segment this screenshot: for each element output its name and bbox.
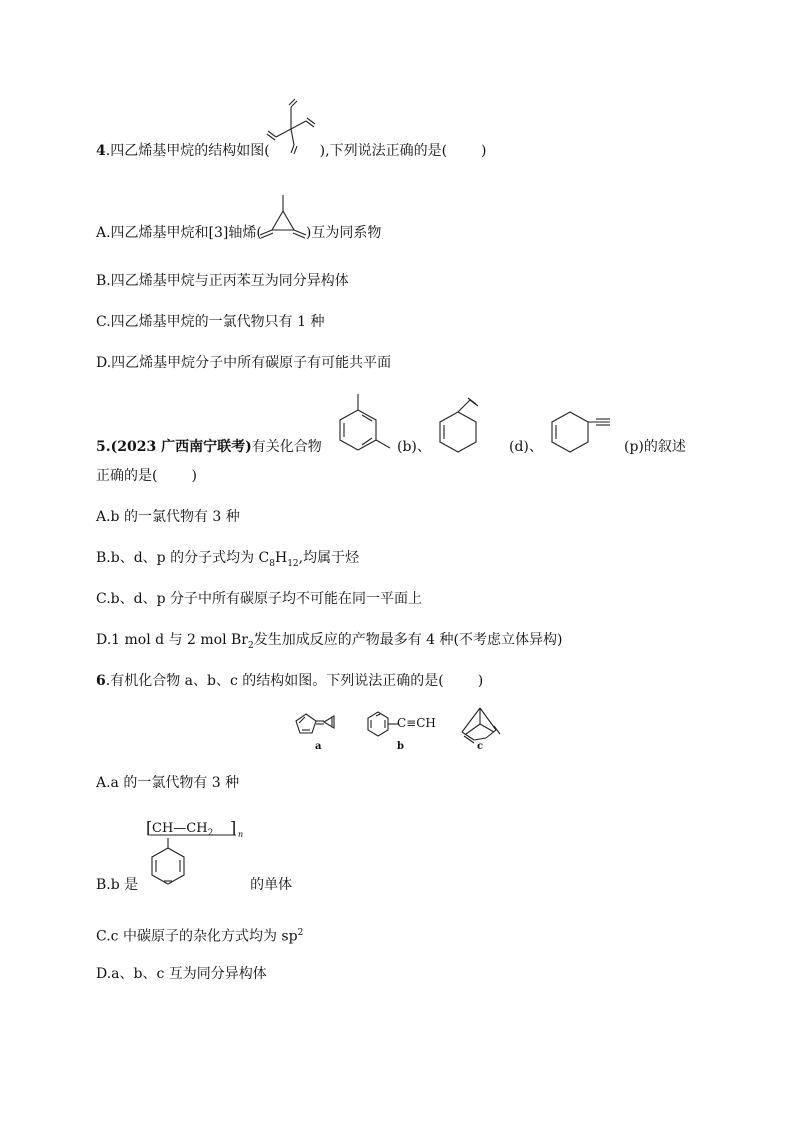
q6-option-c: C.c 中碳原子的杂化方式均为 $sp^2$	[96, 928, 304, 945]
caption-a: a	[315, 741, 322, 752]
compound-b-label: C≡CH	[397, 716, 436, 730]
q6-option-a: A.a 的一氯代物有 3 种	[96, 775, 240, 791]
radialene-structure	[262, 223, 306, 243]
tetravinylmethane-structure	[270, 141, 320, 161]
q4-option-b: B.四乙烯基甲烷与正丙苯互为同分异构体	[96, 273, 349, 289]
q4-stem: 4.四乙烯基甲烷的结构如图( ),下列说法正确的是( )	[96, 141, 487, 161]
q5-stem-line2: 正确的是( )	[96, 468, 197, 484]
q6-stem: 6.有机化合物 a、b、c 的结构如图。下列说法正确的是( )	[96, 673, 484, 689]
q5-source: .(2023 广西南宁联考)	[105, 439, 252, 455]
q5-label-p: (p)的叙述	[624, 439, 686, 455]
compound-a-structure	[292, 708, 352, 748]
q4-number: 4	[96, 143, 106, 159]
q5-option-b: B.b、d、p 的分子式均为 $C_8H_{12}$,均属于烃	[96, 550, 360, 569]
q5-number: 5	[96, 439, 106, 455]
q5-option-a: A.b 的一氯代物有 3 种	[96, 509, 240, 525]
polystyrene-structure: [ $CH—CH_2$ ] n	[146, 818, 256, 888]
q5-option-d: D.1 mol d 与 2 mol $Br_2$发生加成反应的产物最多有 4 种(不考虑立体异构)	[96, 632, 563, 651]
q5-stem: 5.(2023 广西南宁联考)有关化合物	[96, 439, 322, 455]
q5-label-b: (b)、	[397, 439, 431, 455]
q4-option-d: D.四乙烯基甲烷分子中所有碳原子有可能共平面	[96, 355, 392, 371]
q4-stem-after: ),下列说法正确的是(	[319, 143, 448, 159]
q6-option-b: B.b 是 的单体	[96, 877, 293, 893]
caption-c: c	[477, 741, 484, 752]
q5-option-c: C.b、d、p 分子中所有碳原子均不可能在同一平面上	[96, 591, 422, 607]
q4-option-a: A.四乙烯基甲烷和[3]轴烯( )互为同系物	[96, 223, 381, 243]
q6-number: 6	[96, 673, 106, 689]
q4-stem-before: .四乙烯基甲烷的结构如图(	[105, 143, 270, 159]
q6-option-d: D.a、b、c 互为同分异构体	[96, 966, 267, 982]
compound-b-structure	[328, 392, 398, 462]
compound-d-structure	[428, 398, 498, 468]
q4-option-c: C.四乙烯基甲烷的一氯代物只有 1 种	[96, 314, 325, 330]
compound-p-structure	[540, 398, 620, 468]
caption-b: b	[397, 741, 404, 752]
q5-label-d: (d)、	[509, 439, 543, 455]
